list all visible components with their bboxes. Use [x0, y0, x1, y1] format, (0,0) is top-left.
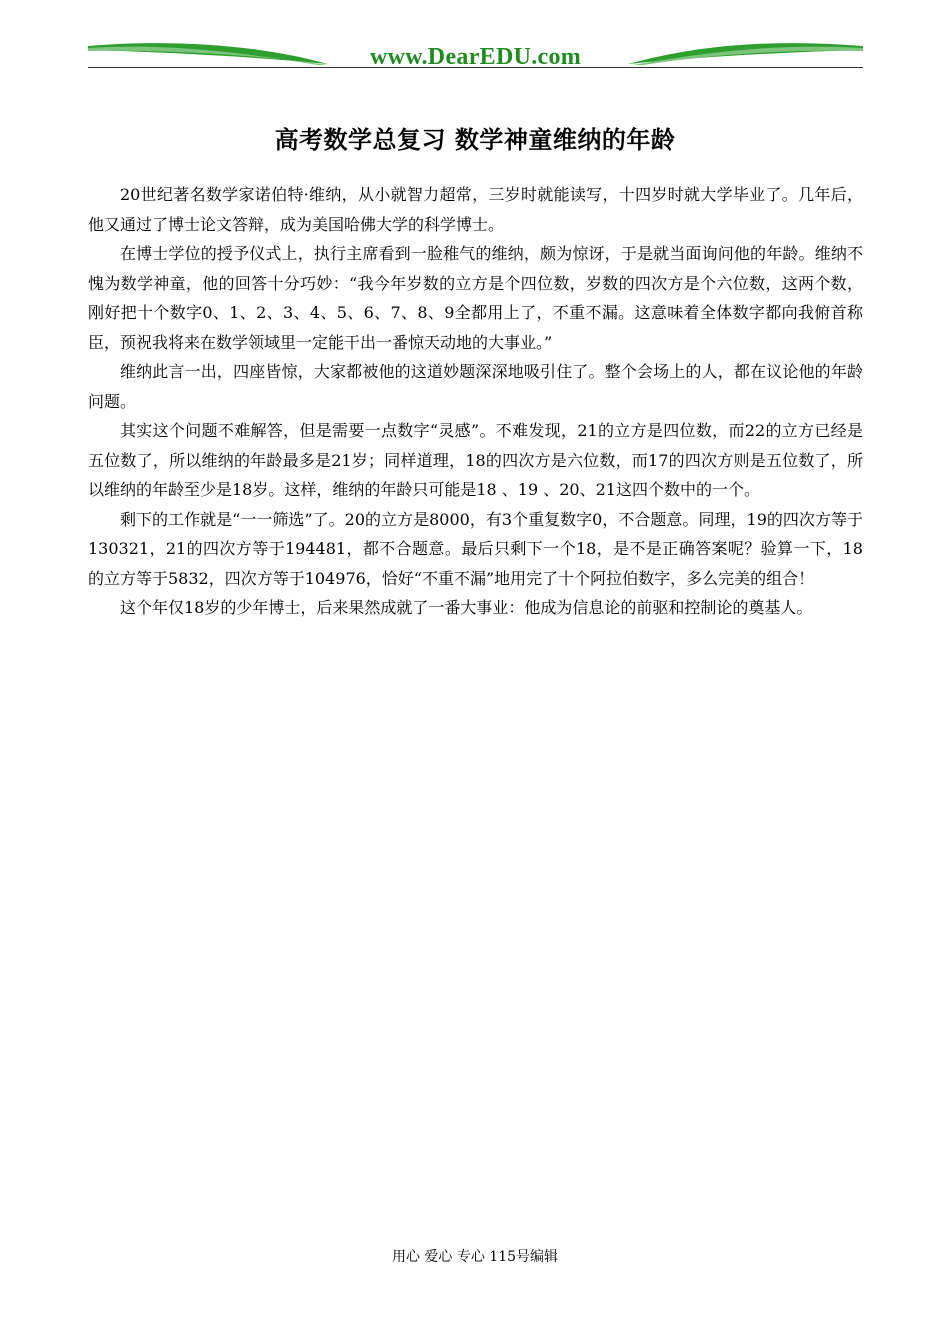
article-body	[88, 180, 863, 623]
header-divider	[88, 67, 863, 68]
paragraph: 这个年仅18岁的少年博士，后来果然成就了一番大事业：他成为信息论的前驱和控制论的奠基人。	[120, 598, 813, 617]
paragraph: 维纳此言一出，四座皆惊，大家都被他的这道妙题深深地吸引住了。整个会场上的人，都在议论他的年龄问题。	[88, 362, 863, 411]
document-title: 高考数学总复习 数学神童维纳的年龄	[274, 125, 676, 154]
paragraph: 其实这个问题不难解答，但是需要一点数字“灵感”。不难发现，21的立方是四位数，而22的立方已经是五位数了，所以维纳的年龄最多是21岁；同样道理，18的四次方是六位数，而17的四次方则是五位数了，所以维纳的年龄至少是18岁。这样，维纳的年龄只可能是18 、19 、20、21这四个数中的一个。	[88, 421, 863, 499]
page-footer: 用心 爱心 专心 115号编辑	[391, 1249, 559, 1265]
paragraph: 剩下的工作就是“一一筛选”了。20的立方是8000，有3个重复数字0，不合题意。同理，19的四次方等于130321，21的四次方等于194481，都不合题意。最后只剩下一个18，是不是正确答案呢？验算一下，18的立方等于5832，四次方等于104976，恰好“不重不漏”地用完了十个阿拉伯数字，多么完美的组合！	[88, 509, 863, 588]
paragraph: 在博士学位的授予仪式上，执行主席看到一脸稚气的维纳，颇为惊讶，于是就当面询问他的年龄。维纳不愧为数学神童，他的回答十分巧妙：“我今年岁数的立方是个四位数，岁数的四次方是个六位数，这两个数，刚好把十个数字0、1、2、3、4、5、6、7、8、9全都用上了，不重不漏。这意味着全体数字都向我俯首称臣，预祝我将来在数学领域里一定能干出一番惊天动地的大事业。”	[88, 244, 863, 352]
site-logo[interactable]: www.DearEDU.com	[369, 44, 582, 70]
paragraph: 20世纪著名数学家诺伯特·维纳，从小就智力超常，三岁时就能读写，十四岁时就大学毕业了。几年后，他又通过了博士论文答辩，成为美国哈佛大学的科学博士。	[88, 185, 863, 234]
